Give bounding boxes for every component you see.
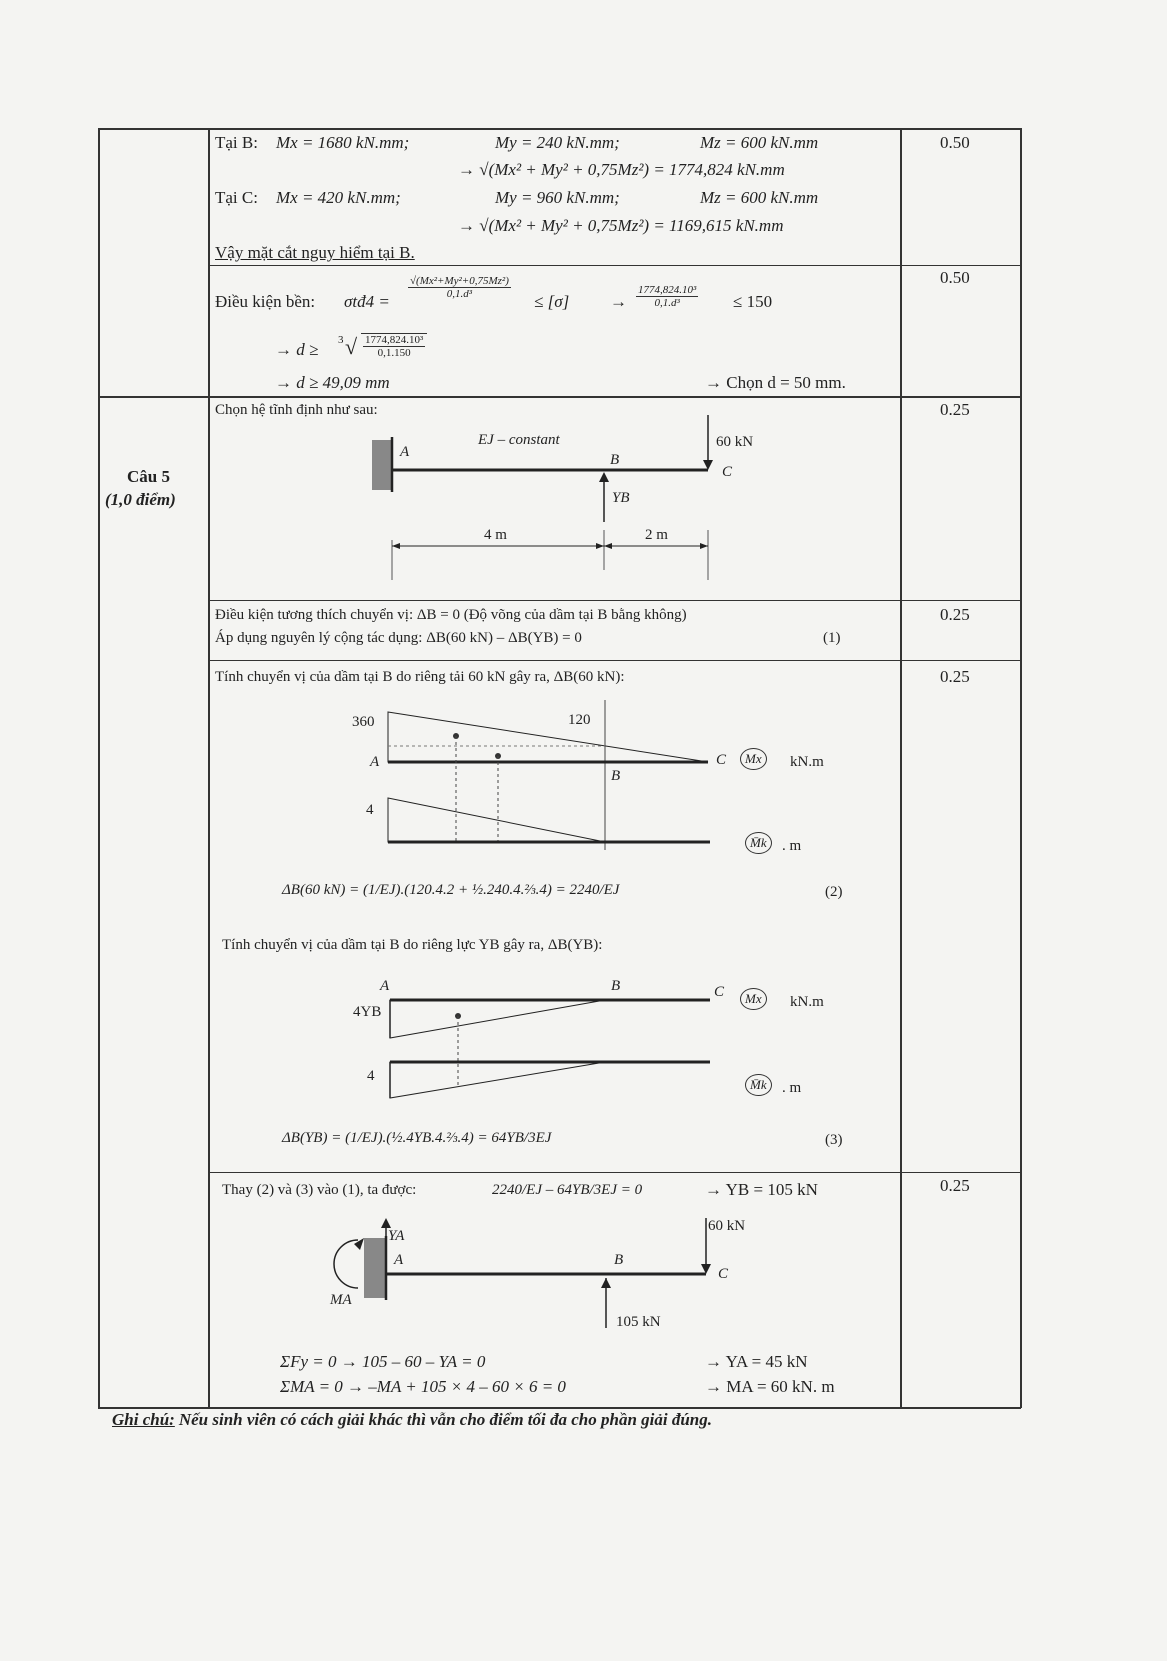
mk-triangle	[388, 798, 605, 842]
node-a: A	[370, 754, 380, 770]
mx-symbol	[740, 748, 767, 770]
numeric-fraction-den: 0,1.d³	[654, 297, 680, 309]
mk-unit: . m	[782, 838, 802, 854]
score: 0.50	[940, 268, 970, 287]
numeric-fraction	[636, 284, 698, 309]
moment-diagram-60kn	[380, 700, 720, 860]
mk-value-4-yb: 4	[367, 1068, 375, 1084]
mx-unit: kN.m	[790, 754, 824, 770]
ej-label: EJ – constant	[478, 432, 560, 448]
mk-symbol-text: M̄k	[745, 832, 772, 854]
eq-number-3: (3)	[825, 1132, 843, 1148]
d-ge: → d ≥	[275, 340, 319, 359]
deflection-yb-title: Tính chuyển vị của dầm tại B do riêng lực YB gây ra, ΔB(YB):	[222, 937, 603, 953]
span-ab: 4 m	[484, 527, 507, 543]
ma-result: → MA = 60 kN. m	[705, 1377, 835, 1396]
mk-unit-yb: . m	[782, 1080, 802, 1096]
eq-number-1: (1)	[823, 630, 841, 646]
score: 0.25	[940, 400, 970, 419]
node-b: B	[614, 1252, 624, 1268]
sum-forces: ΣFy = 0 → 105 – 60 – YA = 0	[280, 1352, 486, 1371]
moment-120: 120	[568, 712, 591, 728]
node-b: B	[611, 768, 621, 784]
node-a: A	[400, 444, 410, 460]
load-label: 60 kN	[716, 434, 754, 450]
moment-result-c: → √(Mx² + My² + 0,75Mz²) = 1169,615 kN.mm	[458, 216, 784, 235]
at-b-label: Tại B:	[215, 133, 258, 152]
mk-symbol-yb	[745, 1074, 772, 1096]
score: 0.25	[940, 667, 970, 686]
at-c-label: Tại C:	[215, 188, 258, 207]
numeric-fraction-num: 1774,824.10³	[638, 284, 697, 296]
mz-c: Mz = 600 kN.mm	[700, 188, 819, 207]
span-bc: 2 m	[645, 527, 668, 543]
mk-triangle-yb	[390, 1062, 605, 1098]
mx-c: Mx = 420 kN.mm;	[276, 188, 401, 207]
score: 0.50	[940, 133, 970, 152]
footnote	[112, 1410, 712, 1430]
mx-symbol-yb-text: Mx	[740, 988, 767, 1010]
stress-fraction-num: √(Mx²+My²+0,75Mz²)	[410, 275, 509, 287]
score: 0.25	[940, 1176, 970, 1195]
moment-result-b: → √(Mx² + My² + 0,75Mz²) = 1774,824 kN.mm	[458, 160, 785, 179]
mx-b: Mx = 1680 kN.mm;	[276, 133, 410, 152]
mk-symbol	[745, 832, 772, 854]
deflection-60kn-formula: ΔB(60 kN) = (1/EJ).(120.4.2 + ½.240.4.⅔.4) = 2240/EJ	[282, 882, 620, 898]
chosen-diameter: → Chọn d = 50 mm.	[705, 373, 846, 392]
mx-symbol-text: Mx	[740, 748, 767, 770]
le-sigma: ≤ [σ]	[534, 292, 570, 311]
yb-label: YB	[612, 490, 630, 506]
substitute-text: Thay (2) và (3) vào (1), ta được:	[222, 1182, 417, 1198]
ya-result: → YA = 45 kN	[705, 1352, 808, 1371]
node-b: B	[610, 452, 620, 468]
mz-b: Mz = 600 kN.mm	[700, 133, 819, 152]
root-fraction	[361, 333, 427, 359]
moment-arrow-ma	[334, 1240, 358, 1288]
node-b: B	[611, 978, 621, 994]
sum-moments: ΣMA = 0 → –MA + 105 × 4 – 60 × 6 = 0	[280, 1377, 566, 1396]
sigma-label: σtđ4 =	[344, 292, 390, 311]
question-points: (1,0 điểm)	[105, 490, 176, 509]
yb-result: → YB = 105 kN	[705, 1180, 818, 1199]
ya-label: YA	[388, 1228, 405, 1244]
strength-label: Điều kiện bền:	[215, 292, 316, 311]
static-system-text: Chọn hệ tĩnh định như sau:	[215, 402, 378, 418]
ma-label: MA	[330, 1292, 352, 1308]
mx-triangle-yb	[390, 1000, 605, 1038]
cube-root-index: 3	[338, 334, 344, 346]
mx-unit-yb: kN.m	[790, 994, 824, 1010]
node-c: C	[716, 752, 727, 768]
danger-section: Vậy mặt cắt nguy hiểm tại B.	[215, 243, 415, 262]
reaction-105: 105 kN	[616, 1314, 661, 1330]
node-c: C	[714, 984, 725, 1000]
stress-fraction	[408, 275, 511, 300]
root-sign: √	[345, 334, 358, 359]
mx-triangle	[388, 712, 708, 762]
fixed-support	[372, 440, 392, 490]
fixed-support	[364, 1238, 386, 1298]
moment-360: 360	[352, 714, 375, 730]
moment-4yb: 4YB	[353, 1004, 382, 1020]
node-a: A	[394, 1252, 404, 1268]
eq-number-2: (2)	[825, 884, 843, 900]
d-result: → d ≥ 49,09 mm	[275, 373, 390, 392]
node-c: C	[718, 1266, 729, 1282]
arrow: →	[610, 292, 627, 311]
footnote-label: Ghi chú:	[112, 1410, 175, 1429]
substitute-eq: 2240/EJ – 64YB/3EJ = 0	[492, 1182, 643, 1198]
score: 0.25	[940, 605, 970, 624]
root-fraction-den: 0,1.150	[377, 347, 411, 359]
load-label: 60 kN	[708, 1218, 746, 1234]
mk-value-4: 4	[366, 802, 374, 818]
deflection-yb-formula: ΔB(YB) = (1/EJ).(½.4YB.4.⅔.4) = 64YB/3EJ	[282, 1130, 552, 1146]
compat-condition: Điều kiện tương thích chuyển vị: ΔB = 0 (Độ võng của dầm tại B bằng không)	[215, 607, 687, 623]
le-150: ≤ 150	[733, 292, 773, 311]
deflection-60kn-title: Tính chuyển vị của dầm tại B do riêng tải 60 kN gây ra, ΔB(60 kN):	[215, 669, 625, 685]
moment-diagram-yb	[380, 990, 720, 1100]
superposition: Áp dụng nguyên lý cộng tác dụng: ΔB(60 kN) – ΔB(YB) = 0	[215, 630, 582, 646]
question-title: Câu 5	[127, 467, 170, 486]
node-c: C	[722, 464, 733, 480]
root-fraction-num: 1774,824.10³	[365, 334, 424, 346]
my-c: My = 960 kN.mm;	[495, 188, 620, 207]
my-b: My = 240 kN.mm;	[495, 133, 620, 152]
beam-diagram	[360, 410, 760, 590]
mx-symbol-yb	[740, 988, 767, 1010]
stress-fraction-den: 0,1.d³	[446, 288, 473, 300]
footnote-text: Nếu sinh viên có cách giải khác thì vẫn cho điểm tối đa cho phần giải đúng.	[178, 1410, 713, 1429]
mk-symbol-yb-text: M̄k	[745, 1074, 772, 1096]
node-a: A	[380, 978, 390, 994]
